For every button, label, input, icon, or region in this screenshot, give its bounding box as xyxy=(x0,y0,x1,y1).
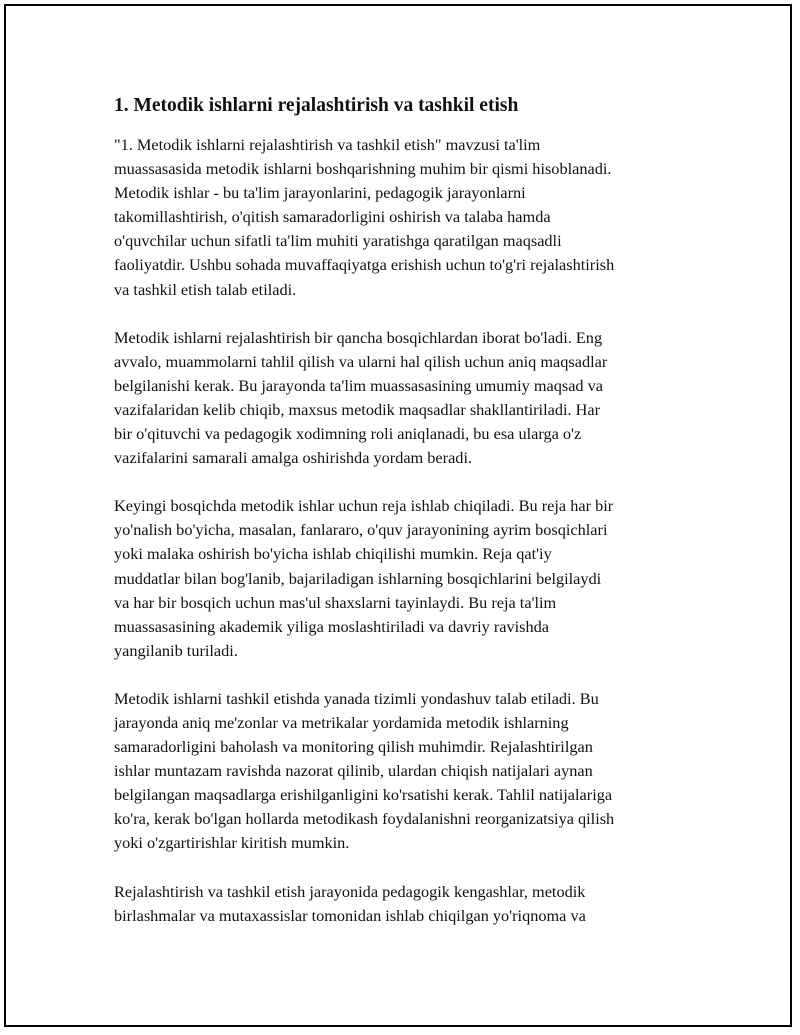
paragraph-line: muddatlar bilan bog'lanib, bajariladigan ishlarning bosqichlarini belgilaydi xyxy=(114,568,602,588)
paragraph-line: yo'nalish bo'yicha, masalan, fanlararo, o'quv jarayonining ayrim bosqichlari xyxy=(114,520,608,540)
paragraph-line: samaradorligini baholash va monitoring qilish muhimdir. Rejalashtirilgan xyxy=(114,737,593,757)
paragraphs-container xyxy=(114,133,684,928)
paragraph-line: Metodik ishlarni tashkil etishda yanada tizimli yondashuv talab etiladi. Bu xyxy=(114,688,599,708)
paragraph-line: belgilanishi kerak. Bu jarayonda ta'lim muassasasining umumiy maqsad va xyxy=(114,375,604,395)
paragraph-line: vazifalarini samarali amalga oshirishda yordam beradi. xyxy=(114,448,473,468)
paragraph-line: muassasasining akademik yiliga moslashtiriladi va davriy ravishda xyxy=(114,616,549,636)
paragraph-line: ishlar muntazam ravishda nazorat qilinib, ulardan chiqish natijalari aynan xyxy=(114,761,593,781)
document-title: 1. Metodik ishlarni rejalashtirish va tashkil etish xyxy=(114,95,519,116)
paragraph-line: yangilanib turiladi. xyxy=(114,640,238,660)
paragraph-line: "1. Metodik ishlarni rejalashtirish va tashkil etish" mavzusi ta'lim xyxy=(114,135,541,154)
paragraph-line: Rejalashtirish va tashkil etish jarayonida pedagogik kengashlar, metodik xyxy=(114,881,586,901)
paragraph xyxy=(114,494,684,663)
paragraph-line: yoki malaka oshirish bo'yicha ishlab chiqilishi mumkin. Reja qat'iy xyxy=(114,544,552,564)
paragraph-line: va tashkil etish talab etiladi. xyxy=(114,279,297,299)
paragraph-line: Keyingi bosqichda metodik ishlar uchun reja ishlab chiqiladi. Bu reja har bir xyxy=(114,496,614,516)
paragraph-line: avvalo, muammolarni tahlil qilish va ularni hal qilish uchun aniq maqsadlar xyxy=(114,351,608,371)
paragraph-line: vazifalaridan kelib chiqib, maxsus metodik maqsadlar shakllantiriladi. Har xyxy=(114,399,601,419)
paragraph-line: birlashmalar va mutaxassislar tomonidan ishlab chiqilgan yo'riqnoma va xyxy=(114,905,586,925)
paragraph xyxy=(114,880,684,928)
paragraph-line: belgilangan maqsadlarga erishilganligini ko'rsatishi kerak. Tahlil natijalariga xyxy=(114,785,613,805)
paragraph-line: va har bir bosqich uchun mas'ul shaxslarni tayinlaydi. Bu reja ta'lim xyxy=(114,592,557,612)
paragraph xyxy=(114,133,684,302)
paragraph-line: bir o'qituvchi va pedagogik xodimning roli aniqlanadi, bu esa ularga o'z xyxy=(114,424,582,444)
paragraph-line: Metodik ishlarni rejalashtirish bir qancha bosqichlardan iborat bo'ladi. Eng xyxy=(114,327,603,347)
paragraph xyxy=(114,687,684,856)
paragraph-line: takomillashtirish, o'qitish samaradorligini oshirish va talaba hamda xyxy=(114,207,551,227)
paragraph-line: muassasasida metodik ishlarni boshqarishning muhim bir qismi hisoblanadi. xyxy=(114,159,612,179)
paragraph-line: jarayonda aniq me'zonlar va metrikalar yordamida metodik ishlarning xyxy=(114,712,569,732)
paragraph-line: o'quvchilar uchun sifatli ta'lim muhiti yaratishga qaratilgan maqsadli xyxy=(114,231,562,251)
paragraph-line: ko'ra, kerak bo'lgan hollarda metodikash foydalanishni reorganizatsiya qilish xyxy=(114,809,615,829)
document-body xyxy=(114,92,684,952)
paragraph-line: Metodik ishlar - bu ta'lim jarayonlarini, pedagogik jarayonlarni xyxy=(114,183,526,203)
paragraph xyxy=(114,326,684,471)
paragraph-line: faoliyatdir. Ushbu sohada muvaffaqiyatga erishish uchun to'g'ri rejalashtirish xyxy=(114,255,615,275)
paragraph-line: yoki o'zgartirishlar kiritish mumkin. xyxy=(114,833,350,853)
